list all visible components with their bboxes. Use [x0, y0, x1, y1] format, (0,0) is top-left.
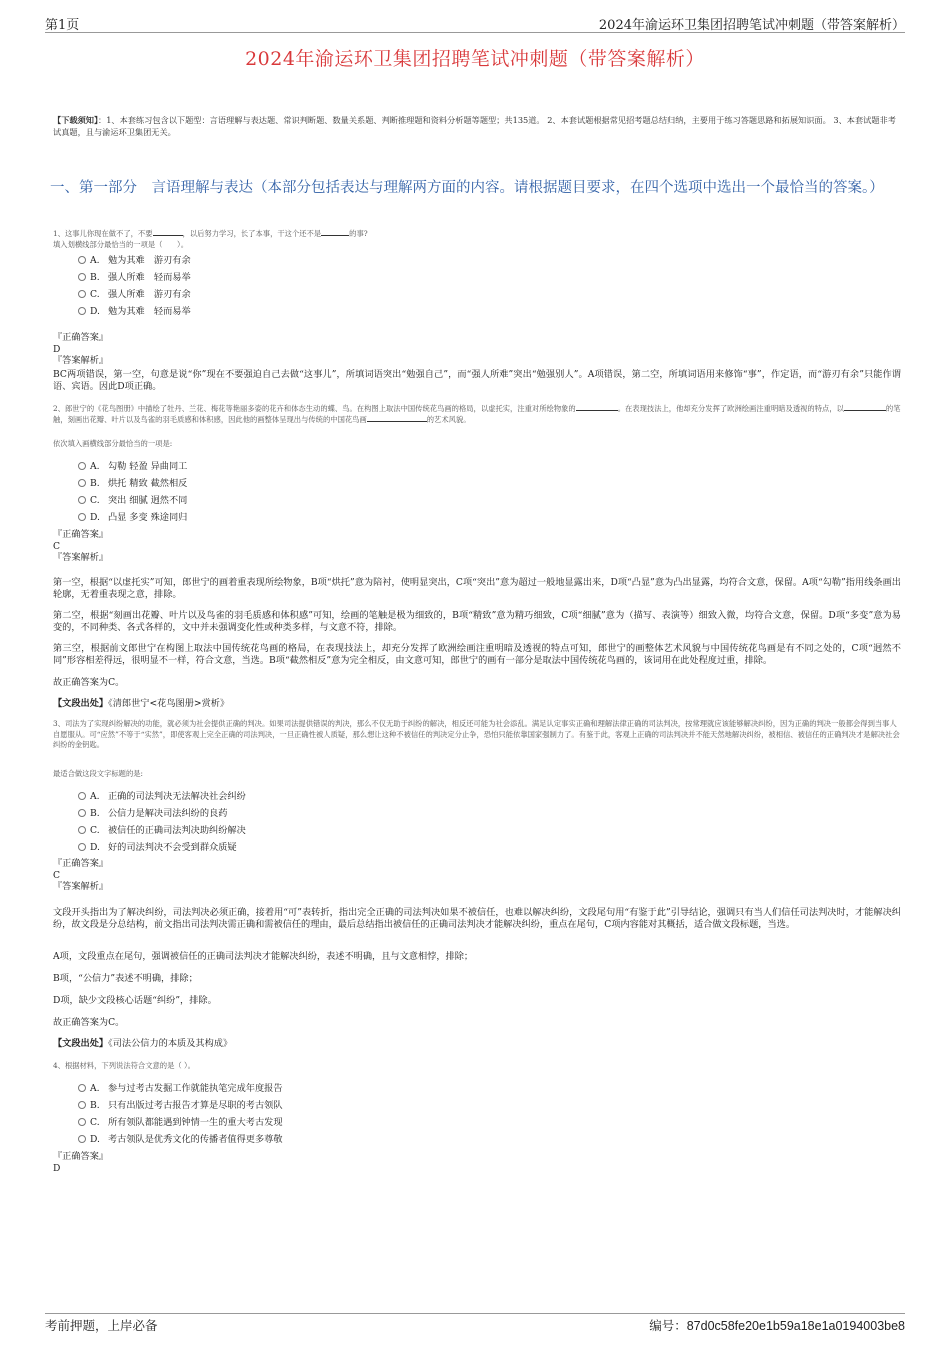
question-3-stem: 3、司法为了实现纠纷解决的功能，就必须为社会提供正确的判决。如果司法提供错误的判决，那么不仅无助于纠纷的解决，相反还可能为社会添乱。满足认定事实正确和理解法律正确的司法判决，按常理就应该能够解决纠纷，因为正确的判决一般都会得到当事人自愿服从。可“应然”不等于“实然”，即使客观上完全正确的司法判决，一旦正确性被人质疑，那么想让这种不被信任的判决定分止争，恐怕只能依靠国家强制力了。有鉴于此，客观上正确的司法判决并不能天然地解决纠纷，被相信、被信任的正确判决才是解决社会纠纷的金钥匙。	[53, 719, 900, 749]
radio-icon[interactable]	[78, 307, 86, 315]
option-c[interactable]: C. 强人所难 游刃有余	[78, 286, 478, 303]
option-d[interactable]: D. 凸显 多变 殊途同归	[78, 509, 478, 526]
question-2-options	[78, 458, 478, 526]
radio-icon[interactable]	[78, 1135, 86, 1143]
option-a[interactable]: A. 勾勒 轻盈 异曲同工	[78, 458, 478, 475]
question-4-options	[78, 1080, 478, 1148]
radio-icon[interactable]	[78, 792, 86, 800]
question-2-analysis-p1: 第一空，根据“以虚托实”可知，郎世宁的画着重表现所绘物象，B项“烘托”意为陪衬，使明显突出，C项“突出”意为超过一般地显露出来，D项“凸显”意为凸出显露，均符合文意，保留。A项“勾勒”指用线条画出轮廓，无着重表现之意，排除。	[53, 577, 901, 600]
option-a[interactable]: A. 正确的司法判决无法解决社会纠纷	[78, 788, 478, 805]
radio-icon[interactable]	[78, 513, 86, 521]
option-a[interactable]: A. 参与过考古发掘工作就能执笔完成年度报告	[78, 1080, 478, 1097]
option-d[interactable]: D. 考古领队是优秀文化的传播者值得更多尊敬	[78, 1131, 478, 1148]
question-4-stem: 4、根据材料，下列说法符合文意的是（ ）。	[53, 1061, 195, 1070]
question-2-prompt: 依次填入画横线部分最恰当的一项是:	[53, 439, 173, 448]
page-header	[45, 12, 905, 33]
question-3-analysis-p2: A项，文段重点在尾句，强调被信任的正确司法判决才能解决纠纷，表述不明确，且与文意相悖，排除；	[53, 951, 474, 962]
option-b[interactable]: B. 烘托 精致 截然相反	[78, 475, 478, 492]
question-2-answer: 『正确答案』 C 『答案解析』	[53, 529, 109, 563]
question-3-analysis-p3: B项，“公信力”表述不明确，排除；	[53, 973, 198, 984]
radio-icon[interactable]	[78, 1118, 86, 1126]
radio-icon[interactable]	[78, 273, 86, 281]
question-1-stem: 1、这事儿你现在做不了，不要 ，以后努力学习，长了本事，干这个还不是 的事? 填入划横线部分最恰当的一项是（ ）。	[53, 229, 368, 249]
option-c[interactable]: C. 被信任的正确司法判决助纠纷解决	[78, 822, 478, 839]
question-4-answer: 『正确答案』 D	[53, 1151, 109, 1174]
question-3-source: 【文段出处】《司法公信力的本质及其构成》	[53, 1038, 233, 1049]
header-doc-title: 2024年渝运环卫集团招聘笔试冲刺题（带答案解析）	[598, 18, 905, 33]
radio-icon[interactable]	[78, 462, 86, 470]
radio-icon[interactable]	[78, 1101, 86, 1109]
option-c[interactable]: C. 突出 细腻 迥然不同	[78, 492, 478, 509]
option-b[interactable]: B. 强人所难 轻而易举	[78, 269, 478, 286]
option-c[interactable]: C. 所有领队都能遇到钟情一生的重大考古发现	[78, 1114, 478, 1131]
question-3-options	[78, 788, 478, 856]
section-heading: 一、第一部分 言语理解与表达（本部分包括表达与理解两方面的内容。请根据题目要求，在四个选项中选出一个最恰当的答案。）	[50, 180, 884, 196]
question-1-prompt: 填入划横线部分最恰当的一项是（ ）。	[53, 239, 188, 249]
question-3-conclusion: 故正确答案为C。	[53, 1017, 125, 1028]
radio-icon[interactable]	[78, 809, 86, 817]
radio-icon[interactable]	[78, 1084, 86, 1092]
question-2-analysis-p3: 第三空，根据前文郎世宁在构图上取法中国传统花鸟画的格局，在表现技法上，却充分发挥了欧洲绘画注重明暗及透视的特点可知，郎世宁的画整体艺术风貌与中国传统花鸟画是有不同之处的，C项“迥然不同”形容相差得远，很明显不一样，符合文意，当选。B项“截然相反”意为完全相反，由文意可知，郎世宁的画有一部分是取法中国传统花鸟画的，该词用在此处程度过重，排除。	[53, 643, 901, 666]
radio-icon[interactable]	[78, 479, 86, 487]
option-b[interactable]: B. 只有出版过考古报告才算是尽职的考古领队	[78, 1097, 478, 1114]
page-number: 第1页	[45, 18, 80, 33]
question-3-prompt: 最适合做这段文字标题的是:	[53, 769, 144, 778]
radio-icon[interactable]	[78, 826, 86, 834]
radio-icon[interactable]	[78, 290, 86, 298]
radio-icon[interactable]	[78, 843, 86, 851]
question-1-analysis: BC两项错误，第一空，句意是说“你”现在不要强迫自己去做“这事儿”，所填词语突出“勉强自己”，而“强人所难”突出“勉强别人”。A项错误，第二空，所填词语用来修饰“事”，作定语，而“游刃有余”只能作谓语、宾语。因此D项正确。	[53, 369, 901, 392]
option-a[interactable]: A. 勉为其难 游刃有余	[78, 252, 478, 269]
radio-icon[interactable]	[78, 496, 86, 504]
notice-text: ：1、本套练习包含以下题型：言语理解与表达题、常识判断题、数量关系题、判断推理题和资料分析题等题型；共135道。 2、本套试题根据常见招考题总结归纳，主要用于练习答题思路和拓展知识面。 3、本套试题非考试真题，且与渝运环卫集团无关。	[53, 115, 896, 137]
footer-slogan: 考前押题，上岸必备	[45, 1318, 158, 1333]
question-2-source: 【文段出处】《清郎世宁<花鸟图册>赏析》	[53, 698, 230, 709]
question-2-analysis-p2: 第二空，根据“刻画出花瓣、叶片以及鸟雀的羽毛质感和体积感”可知，绘画的笔触是极为细致的，B项“精致”意为精巧细致，C项“细腻”意为（描写、表演等）细致入微，均符合文意，保留。D项“多变”意为易变的，不同种类、各式各样的，文中并未强调变化性或种类多样，与文意不符，排除。	[53, 610, 901, 633]
question-3-analysis-p4: D项，缺少文段核心话题“纠纷”，排除。	[53, 995, 217, 1006]
option-b[interactable]: B. 公信力是解决司法纠纷的良药	[78, 805, 478, 822]
radio-icon[interactable]	[78, 256, 86, 264]
download-notice	[53, 114, 903, 138]
document-title: 2024年渝运环卫集团招聘笔试冲刺题（带答案解析）	[245, 48, 705, 70]
question-3-answer: 『正确答案』 C 『答案解析』	[53, 858, 109, 892]
document-code: 编号：87d0c58fe20e1b59a18e1a0194003be8	[649, 1319, 905, 1333]
question-3-analysis-p1: 文段开头指出为了解决纠纷，司法判决必须正确，接着用“可”表转折，指出完全正确的司法判决如果不被信任，也难以解决纠纷，文段尾句用“有鉴于此”引导结论，强调只有当人们信任司法判决时，才能解决纠纷，故文段是分总结构，前文指出司法判决需正确和需被信任的理由，最后总结指出被信任的正确司法判决才能解决纠纷，重点在尾句，C项内容能对其概括，适合做文段标题，当选。	[53, 907, 901, 930]
question-2-conclusion: 故正确答案为C。	[53, 677, 125, 688]
option-d[interactable]: D. 勉为其难 轻而易举	[78, 303, 478, 320]
question-1-answer: 『正确答案』 D 『答案解析』	[53, 332, 109, 366]
page-footer	[45, 1313, 905, 1334]
question-2-stem: 2、郎世宁的《花鸟图册》中描绘了牡丹、兰花、梅花等艳丽多姿的花卉和体态生动的蝶、鸟。在构图上取法中国传统花鸟画的格局，以虚托实，注重对所绘物象的 。在表现技法上，他却充分发挥了欧洲绘画注重明暗及透视的特点，以 的笔触，刻画出花瓣、叶片以及鸟雀的羽毛质感和体积感，因此他的画整体呈现出与传统的中国花鸟画 的艺术风貌。	[53, 404, 901, 424]
question-1-options	[78, 252, 478, 320]
notice-label: 【下载须知】	[53, 115, 99, 125]
option-d[interactable]: D. 好的司法判决不会受到群众质疑	[78, 839, 478, 856]
